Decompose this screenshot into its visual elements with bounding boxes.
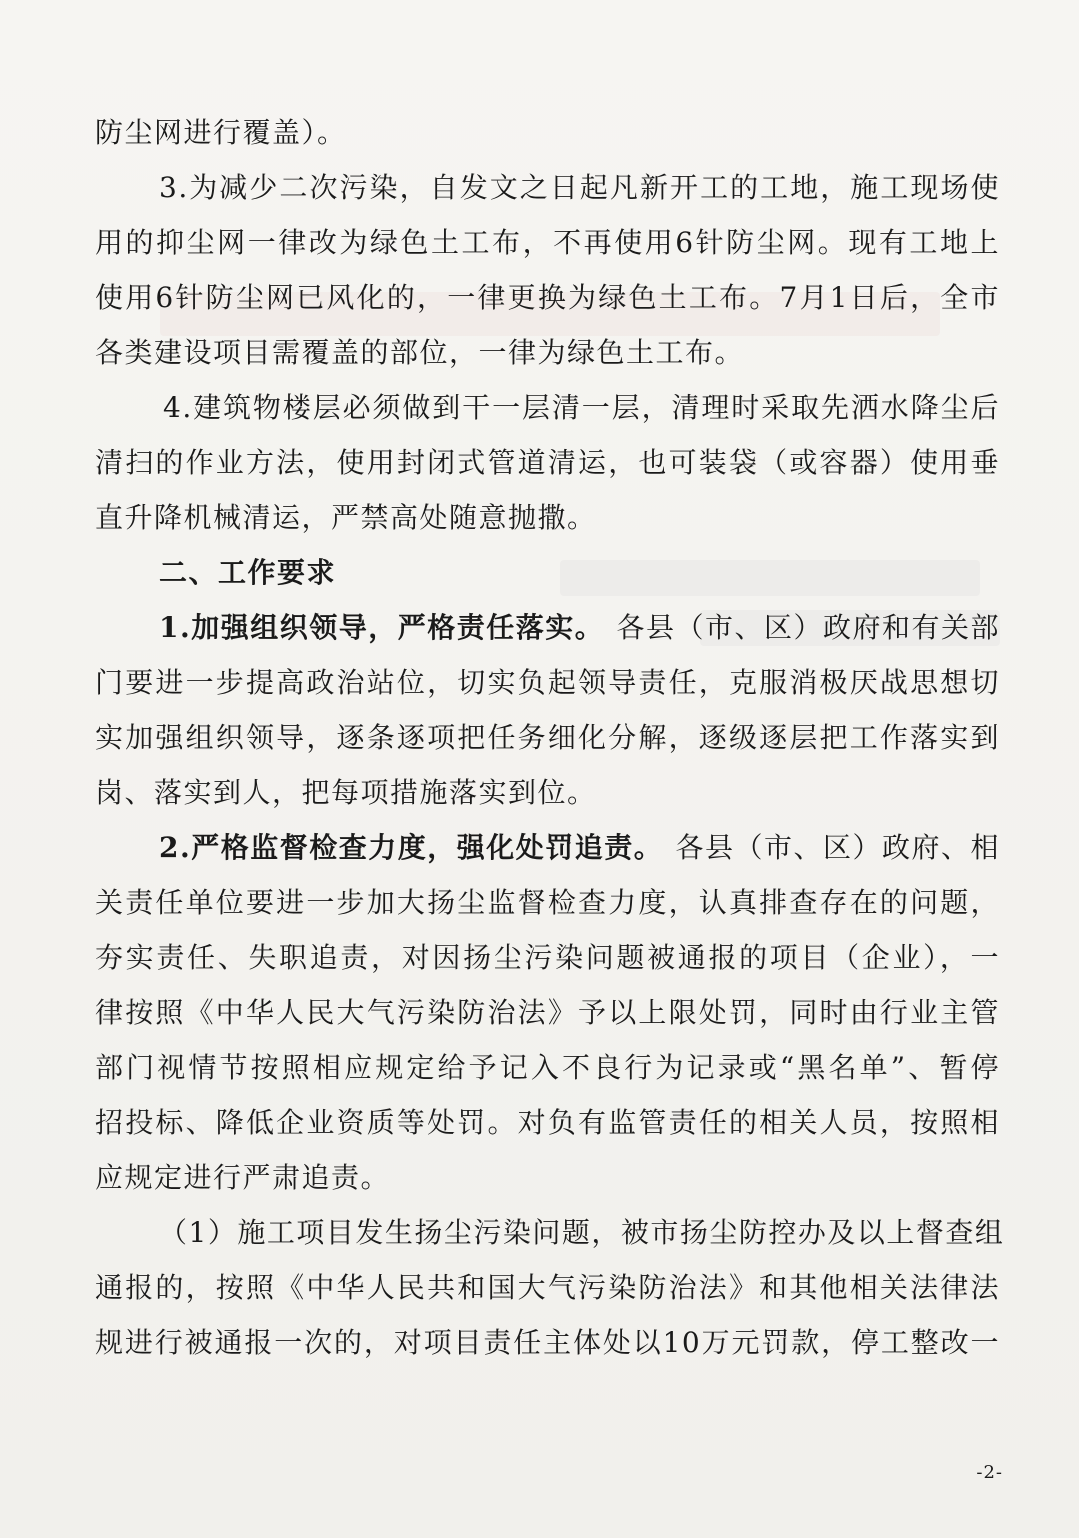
text-line: 规进行被通报一次的，对项目责任主体处以10万元罚款，停工整改一 bbox=[95, 1326, 1000, 1359]
text-segment: 各县（市、区）政府、相 bbox=[675, 831, 1000, 864]
text-line: 直升降机械清运，严禁高处随意抛撒。 bbox=[95, 501, 597, 534]
subsection-heading: 2.严格监督检查力度，强化处罚追责。 bbox=[159, 831, 664, 864]
text-line: 部门视情节按照相应规定给予记入不良行为记录或“黑名单”、暂停 bbox=[95, 1051, 1000, 1084]
text-line: 3.为减少二次污染，自发文之日起凡新开工的工地，施工现场使 bbox=[159, 171, 1000, 204]
text-line: 用的抑尘网一律改为绿色土工布，不再使用6针防尘网。现有工地上 bbox=[95, 226, 1000, 259]
section-heading: 二、工作要求 bbox=[159, 556, 337, 589]
text-segment: 各县（市、区）政府和有关部 bbox=[616, 611, 1000, 644]
subsection-heading: 1.加强组织领导，严格责任落实。 bbox=[159, 611, 605, 644]
text-line: 招投标、降低企业资质等处罚。对负有监管责任的相关人员，按照相 bbox=[95, 1106, 1000, 1139]
text-line: 通报的，按照《中华人民共和国大气污染防治法》和其他相关法律法 bbox=[95, 1271, 1000, 1304]
text-line: 清扫的作业方法，使用封闭式管道清运，也可装袋（或容器）使用垂 bbox=[95, 446, 1000, 479]
text-line: 实加强组织领导，逐条逐项把任务细化分解，逐级逐层把工作落实到 bbox=[95, 721, 1000, 754]
text-line: 关责任单位要进一步加大扬尘监督检查力度，认真排查存在的问题， bbox=[95, 886, 1000, 919]
text-line: 各类建设项目需覆盖的部位，一律为绿色土工布。 bbox=[95, 336, 745, 369]
text-line bbox=[95, 820, 1000, 875]
text-line: 使用6针防尘网已风化的，一律更换为绿色土工布。7月1日后，全市 bbox=[95, 281, 1000, 314]
text-line: （1）施工项目发生扬尘污染问题，被市扬尘防控办及以上督查组 bbox=[159, 1216, 1005, 1249]
text-line: 夯实责任、失职追责，对因扬尘污染问题被通报的项目（企业），一 bbox=[95, 941, 1000, 974]
page-number: -2- bbox=[976, 1462, 1003, 1483]
text-line: 律按照《中华人民大气污染防治法》予以上限处罚，同时由行业主管 bbox=[95, 996, 1000, 1029]
text-line: 门要进一步提高政治站位，切实负起领导责任，克服消极厌战思想切 bbox=[95, 666, 1000, 699]
text-line: 防尘网进行覆盖）。 bbox=[95, 116, 347, 149]
text-line bbox=[95, 600, 1000, 655]
text-line: 4.建筑物楼层必须做到干一层清一层，清理时采取先洒水降尘后 bbox=[163, 391, 1000, 424]
text-line: 应规定进行严肃追责。 bbox=[95, 1161, 391, 1194]
body-text bbox=[95, 105, 1005, 1370]
text-line: 岗、落实到人，把每项措施落实到位。 bbox=[95, 776, 597, 809]
